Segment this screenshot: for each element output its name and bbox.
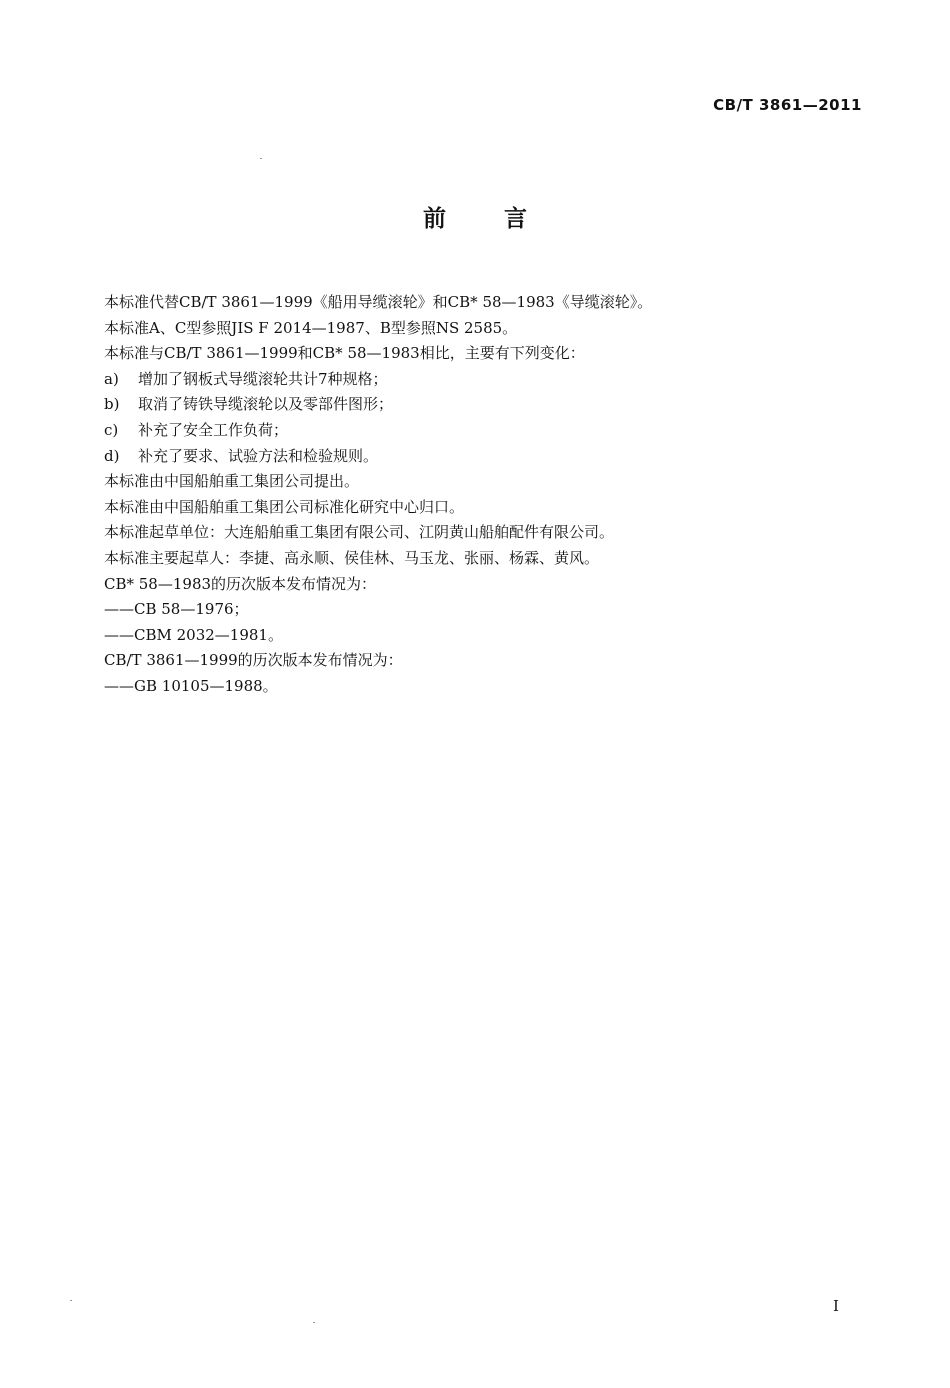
scan-speck bbox=[313, 1322, 315, 1323]
scan-speck bbox=[70, 1300, 72, 1301]
list-item bbox=[104, 444, 884, 470]
page-title: 前言 bbox=[423, 206, 585, 232]
list-marker: a) bbox=[104, 369, 119, 388]
list-marker: d) bbox=[104, 446, 120, 465]
scan-speck bbox=[260, 158, 262, 159]
standard-code-header: CB/T 3861—2011 bbox=[713, 96, 862, 114]
history-entry: ——CBM 2032—1981。 bbox=[104, 625, 283, 644]
page-number: I bbox=[833, 1297, 839, 1315]
paragraph-replacement: 本标准代替CB/T 3861—1999《船用导缆滚轮》和CB* 58—1983《导缆滚轮》。 bbox=[104, 293, 653, 311]
paragraph-history-heading: CB/T 3861—1999的历次版本发布情况为： bbox=[104, 651, 403, 670]
history-entry: ——GB 10105—1988。 bbox=[104, 676, 278, 695]
list-item bbox=[104, 418, 884, 444]
paragraph-proposer: 本标准由中国船舶重工集团公司提出。 bbox=[104, 472, 360, 491]
foreword-body bbox=[104, 290, 884, 700]
paragraph-reference: 本标准A、C型参照JIS F 2014—1987、B型参照NS 2585。 bbox=[104, 318, 518, 337]
list-marker: b) bbox=[104, 395, 120, 414]
paragraph-comparison: 本标准与CB/T 3861—1999和CB* 58—1983相比，主要有下列变化： bbox=[104, 344, 585, 363]
list-item-text: 补充了要求、试验方法和检验规则。 bbox=[138, 446, 379, 465]
paragraph-drafting-units: 本标准起草单位：大连船舶重工集团有限公司、江阴黄山船舶配件有限公司。 bbox=[104, 523, 615, 542]
history-entry: ——CB 58—1976； bbox=[104, 600, 249, 619]
list-item-text: 补充了安全工作负荷； bbox=[138, 420, 289, 439]
paragraph-administrator: 本标准由中国船舶重工集团公司标准化研究中心归口。 bbox=[104, 497, 465, 516]
paragraph-drafters: 本标准主要起草人：李捷、高永顺、侯佳林、马玉龙、张丽、杨霖、黄风。 bbox=[104, 548, 600, 567]
list-item-text: 增加了钢板式导缆滚轮共计7种规格； bbox=[138, 369, 388, 388]
list-marker: c) bbox=[104, 420, 119, 439]
list-item-text: 取消了铸铁导缆滚轮以及零部件图形； bbox=[138, 395, 394, 414]
list-item bbox=[104, 367, 884, 393]
paragraph-history-heading: CB* 58—1983的历次版本发布情况为： bbox=[104, 574, 377, 593]
list-item bbox=[104, 392, 884, 418]
